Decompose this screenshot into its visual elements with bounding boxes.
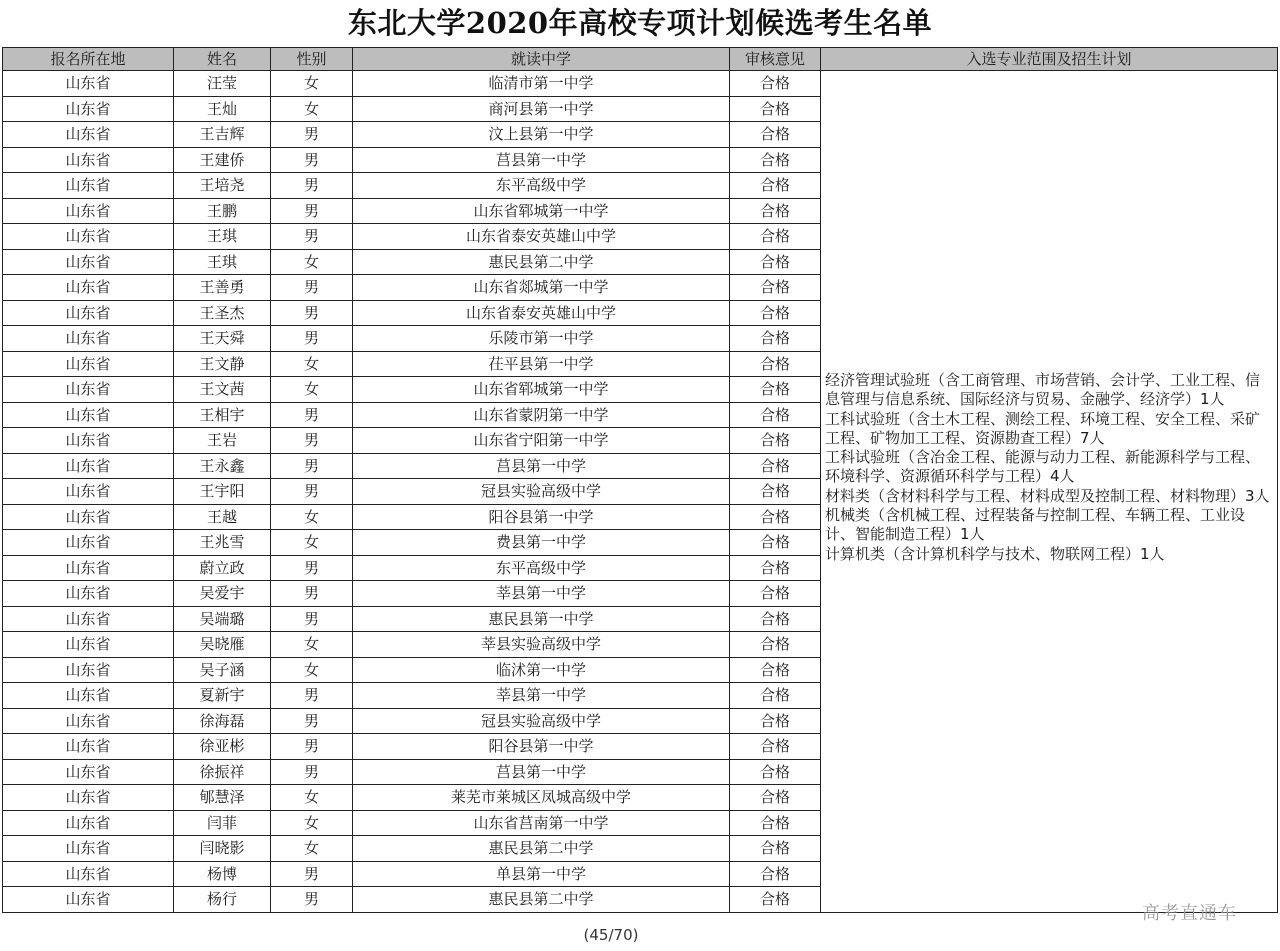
cell-region: 山东省 [3,96,174,122]
header-plan: 入选专业范围及招生计划 [821,48,1278,71]
cell-gender: 男 [271,581,353,607]
candidate-table [2,47,1278,913]
cell-gender: 男 [271,300,353,326]
cell-school: 山东省郓城第一中学 [353,377,730,403]
cell-name: 徐海磊 [174,708,271,734]
cell-name: 郇慧泽 [174,785,271,811]
cell-name: 王文静 [174,351,271,377]
cell-gender: 男 [271,275,353,301]
cell-school: 临沭第一中学 [353,657,730,683]
page-title: 东北大学2020年高校专项计划候选考生名单 [347,6,933,40]
cell-school: 惠民县第二中学 [353,887,730,913]
header-school: 就读中学 [353,48,730,71]
cell-name: 吴爱宇 [174,581,271,607]
cell-review: 合格 [730,249,821,275]
cell-review: 合格 [730,861,821,887]
cell-gender: 女 [271,530,353,556]
cell-gender: 女 [271,504,353,530]
cell-school: 阳谷县第一中学 [353,504,730,530]
cell-name: 王建侨 [174,147,271,173]
cell-region: 山东省 [3,836,174,862]
cell-review: 合格 [730,479,821,505]
cell-review: 合格 [730,300,821,326]
cell-region: 山东省 [3,351,174,377]
cell-gender: 女 [271,785,353,811]
cell-review: 合格 [730,147,821,173]
cell-region: 山东省 [3,555,174,581]
cell-region: 山东省 [3,249,174,275]
cell-gender: 女 [271,632,353,658]
cell-school: 临清市第一中学 [353,71,730,97]
cell-school: 莒县第一中学 [353,147,730,173]
cell-name: 王文茜 [174,377,271,403]
cell-gender: 男 [271,326,353,352]
cell-region: 山东省 [3,275,174,301]
cell-school: 山东省莒南第一中学 [353,810,730,836]
cell-school: 乐陵市第一中学 [353,326,730,352]
cell-name: 王越 [174,504,271,530]
cell-review: 合格 [730,887,821,913]
cell-school: 单县第一中学 [353,861,730,887]
cell-name: 王永鑫 [174,453,271,479]
cell-name: 夏新宇 [174,683,271,709]
cell-region: 山东省 [3,173,174,199]
cell-region: 山东省 [3,708,174,734]
cell-school: 费县第一中学 [353,530,730,556]
cell-region: 山东省 [3,683,174,709]
cell-gender: 男 [271,173,353,199]
cell-review: 合格 [730,530,821,556]
cell-name: 杨博 [174,861,271,887]
plan-line: 材料类（含材料科学与工程、材料成型及控制工程、材料物理）3人 [825,486,1270,505]
header-review: 审核意见 [730,48,821,71]
cell-region: 山东省 [3,326,174,352]
plan-line: 机械类（含机械工程、过程装备与控制工程、车辆工程、工业设计、智能制造工程）1人 [825,506,1246,544]
cell-region: 山东省 [3,479,174,505]
cell-gender: 男 [271,198,353,224]
cell-name: 王灿 [174,96,271,122]
cell-plan [821,71,1278,913]
cell-name: 吴子涵 [174,657,271,683]
cell-region: 山东省 [3,785,174,811]
cell-gender: 男 [271,734,353,760]
cell-region: 山东省 [3,861,174,887]
cell-name: 王宇阳 [174,479,271,505]
cell-school: 莱芜市莱城区凤城高级中学 [353,785,730,811]
cell-gender: 女 [271,71,353,97]
cell-name: 闫菲 [174,810,271,836]
cell-gender: 女 [271,249,353,275]
cell-name: 王吉辉 [174,122,271,148]
cell-name: 吴端璐 [174,606,271,632]
cell-gender: 男 [271,708,353,734]
plan-line: 经济管理试验班（含工商管理、市场营销、会计学、工业工程、信息管理与信息系统、国际经济与贸易、金融学、经济学）1人 [825,371,1261,409]
cell-name: 王相宇 [174,402,271,428]
table-header-row [3,48,1278,71]
cell-school: 冠县实验高级中学 [353,479,730,505]
cell-review: 合格 [730,657,821,683]
page-number: (45/70) [583,926,639,944]
cell-review: 合格 [730,275,821,301]
cell-name: 王琪 [174,224,271,250]
cell-school: 茌平县第一中学 [353,351,730,377]
cell-name: 王岩 [174,428,271,454]
cell-review: 合格 [730,122,821,148]
cell-name: 王兆雪 [174,530,271,556]
cell-name: 汪莹 [174,71,271,97]
cell-review: 合格 [730,836,821,862]
cell-gender: 男 [271,122,353,148]
cell-school: 惠民县第二中学 [353,249,730,275]
cell-school: 阳谷县第一中学 [353,734,730,760]
plan-line: 工科试验班（含土木工程、测绘工程、环境工程、安全工程、采矿工程、矿物加工工程、资源勘查工程）7人 [825,409,1261,447]
cell-region: 山东省 [3,71,174,97]
cell-name: 杨行 [174,887,271,913]
cell-region: 山东省 [3,453,174,479]
cell-name: 王鹏 [174,198,271,224]
cell-gender: 男 [271,147,353,173]
cell-region: 山东省 [3,377,174,403]
watermark: 高考直通车 [1142,903,1237,924]
cell-region: 山东省 [3,198,174,224]
cell-school: 山东省郯城第一中学 [353,275,730,301]
cell-school: 惠民县第二中学 [353,836,730,862]
cell-name: 王圣杰 [174,300,271,326]
cell-region: 山东省 [3,759,174,785]
cell-gender: 男 [271,759,353,785]
cell-school: 冠县实验高级中学 [353,708,730,734]
cell-name: 徐亚彬 [174,734,271,760]
cell-gender: 女 [271,351,353,377]
cell-school: 山东省泰安英雄山中学 [353,224,730,250]
cell-gender: 男 [271,683,353,709]
cell-region: 山东省 [3,657,174,683]
cell-gender: 女 [271,836,353,862]
cell-name: 蔚立政 [174,555,271,581]
cell-gender: 男 [271,861,353,887]
cell-gender: 男 [271,224,353,250]
cell-region: 山东省 [3,224,174,250]
cell-gender: 男 [271,887,353,913]
cell-review: 合格 [730,71,821,97]
cell-gender: 男 [271,606,353,632]
cell-region: 山东省 [3,122,174,148]
cell-name: 王天舜 [174,326,271,352]
cell-name: 徐振祥 [174,759,271,785]
cell-name: 吴晓雁 [174,632,271,658]
cell-school: 莒县第一中学 [353,453,730,479]
cell-review: 合格 [730,606,821,632]
cell-school: 山东省泰安英雄山中学 [353,300,730,326]
cell-region: 山东省 [3,147,174,173]
cell-review: 合格 [730,683,821,709]
cell-school: 山东省郓城第一中学 [353,198,730,224]
cell-gender: 女 [271,377,353,403]
plan-text [825,371,1274,564]
cell-review: 合格 [730,96,821,122]
cell-review: 合格 [730,173,821,199]
cell-gender: 男 [271,453,353,479]
cell-region: 山东省 [3,530,174,556]
cell-region: 山东省 [3,632,174,658]
header-region: 报名所在地 [3,48,174,71]
cell-review: 合格 [730,708,821,734]
cell-school: 莘县第一中学 [353,683,730,709]
cell-school: 商河县第一中学 [353,96,730,122]
cell-review: 合格 [730,810,821,836]
cell-gender: 男 [271,402,353,428]
cell-school: 山东省蒙阴第一中学 [353,402,730,428]
cell-gender: 男 [271,479,353,505]
cell-review: 合格 [730,198,821,224]
cell-review: 合格 [730,402,821,428]
cell-review: 合格 [730,734,821,760]
cell-region: 山东省 [3,504,174,530]
cell-review: 合格 [730,632,821,658]
plan-line: 计算机类（含计算机科学与技术、物联网工程）1人 [825,544,1165,563]
cell-review: 合格 [730,224,821,250]
cell-review: 合格 [730,504,821,530]
cell-review: 合格 [730,453,821,479]
cell-region: 山东省 [3,300,174,326]
cell-name: 闫晓影 [174,836,271,862]
cell-name: 王培尧 [174,173,271,199]
cell-review: 合格 [730,377,821,403]
cell-region: 山东省 [3,402,174,428]
cell-school: 东平高级中学 [353,555,730,581]
cell-gender: 男 [271,428,353,454]
header-gender: 性别 [271,48,353,71]
cell-school: 惠民县第一中学 [353,606,730,632]
cell-gender: 女 [271,657,353,683]
cell-school: 莘县实验高级中学 [353,632,730,658]
cell-school: 东平高级中学 [353,173,730,199]
cell-review: 合格 [730,326,821,352]
table-body [3,71,1278,913]
cell-review: 合格 [730,759,821,785]
cell-region: 山东省 [3,581,174,607]
cell-school: 山东省宁阳第一中学 [353,428,730,454]
cell-school: 莘县第一中学 [353,581,730,607]
cell-school: 莒县第一中学 [353,759,730,785]
cell-region: 山东省 [3,887,174,913]
header-name: 姓名 [174,48,271,71]
cell-region: 山东省 [3,606,174,632]
cell-region: 山东省 [3,428,174,454]
cell-school: 汶上县第一中学 [353,122,730,148]
cell-review: 合格 [730,785,821,811]
cell-region: 山东省 [3,810,174,836]
cell-name: 王琪 [174,249,271,275]
cell-review: 合格 [730,581,821,607]
cell-review: 合格 [730,428,821,454]
cell-name: 王善勇 [174,275,271,301]
cell-review: 合格 [730,555,821,581]
cell-region: 山东省 [3,734,174,760]
cell-gender: 女 [271,96,353,122]
table-row [3,71,1278,97]
cell-gender: 女 [271,810,353,836]
cell-gender: 男 [271,555,353,581]
plan-line: 工科试验班（含冶金工程、能源与动力工程、新能源科学与工程、环境科学、资源循环科学与工程）4人 [825,448,1261,486]
cell-review: 合格 [730,351,821,377]
